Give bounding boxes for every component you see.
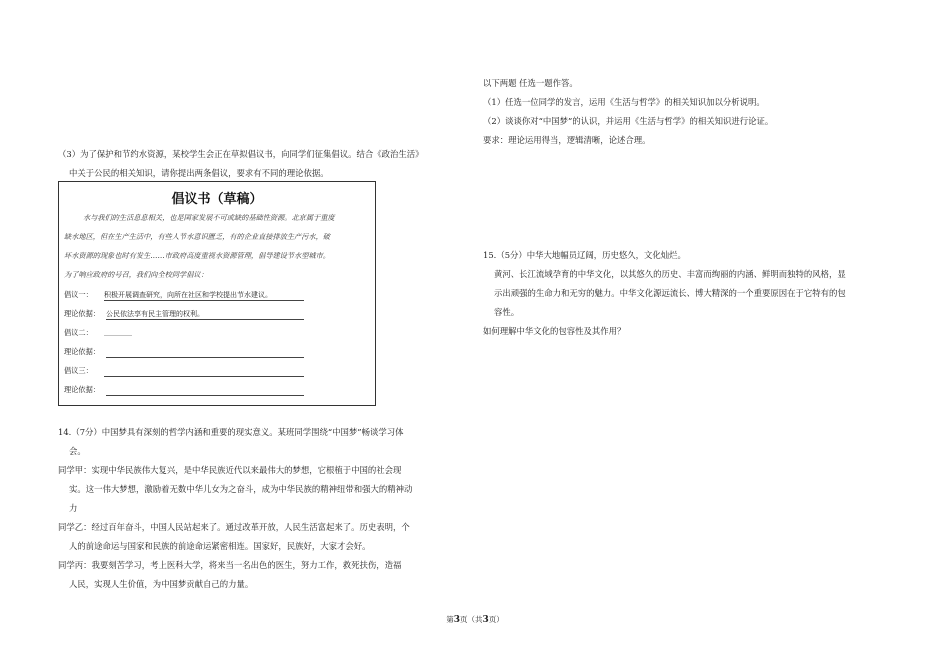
proposal-row-3-label: 倡议二：: [64, 328, 93, 337]
proposal-row-4-label: 理论依据：: [64, 347, 100, 356]
q14-line2: 会。: [69, 446, 86, 456]
q14-student-a-2: 实。这一伟大梦想，激励着无数中华儿女为之奋斗，成为中华民族的精神纽带和强大的精神动: [69, 484, 413, 494]
q14-student-a-3: 力: [69, 503, 78, 513]
q15-line1: 15.（5分）中华大地幅员辽阔，历史悠久，文化灿烂。: [483, 250, 686, 260]
q13-3-line1: （3）为了保护和节约水资源，某校学生会正在草拟倡议书，向同学们征集倡议。结合《政治生活》: [58, 149, 424, 159]
option-1: （1）任选一位同学的发言，运用《生活与哲学》的相关知识加以分析说明。: [483, 97, 765, 107]
proposal-row-6: [64, 385, 100, 395]
q14-student-b-2: 人的前途命运与国家和民族的前途命运紧密相连。国家好，民族好，大家才会好。: [69, 541, 371, 551]
proposal-draft-box: [58, 181, 376, 406]
q14-line1: 14.（7分）中国梦具有深刻的哲学内涵和重要的现实意义。某班同学围绕“中国梦”畅谈学习体: [58, 427, 404, 437]
choose-one-instruction: 以下两题 任选一题作答。: [483, 78, 578, 88]
q15-line2: 黄河、长江流域孕育的中华文化，以其悠久的历史、丰富而绚丽的内涵、鲜明而独特的风格，显: [494, 269, 846, 279]
footer-page-number: 3: [453, 615, 460, 625]
q14-student-c-2: 人民，实现人生价值，为中国梦贡献自己的力量。: [69, 579, 254, 589]
proposal-title: 倡议书（草稿）: [171, 192, 263, 207]
proposal-row-1: [64, 290, 272, 300]
proposal-row-1-label: 倡议一：: [64, 290, 93, 299]
proposal-body-4: 为了响应政府的号召，我们向全校同学倡议：: [64, 270, 208, 279]
proposal-row-2-field: 公民依法享有民主管理的权利。: [106, 309, 304, 320]
proposal-row-5-label: 倡议三：: [64, 366, 93, 375]
q14-student-b-1: 同学乙：经过百年奋斗，中国人民站起来了。通过改革开放，人民生活富起来了。历史表明，个: [58, 522, 410, 532]
proposal-body-1: 水与我们的生活息息相关，也是国家发展不可或缺的基础性资源。北京属于重度: [83, 213, 335, 222]
q14-student-c-1: 同学丙：我要刻苦学习，考上医科大学，将来当一名出色的医生，努力工作，救死扶伤，造福: [58, 560, 402, 570]
proposal-row-6-label: 理论依据：: [64, 385, 100, 394]
q15-line5: 如何理解中华文化的包容性及其作用？: [483, 326, 626, 336]
requirement: 要求：理论运用得当，逻辑清晰，论述合理。: [483, 135, 651, 145]
question-14: [58, 423, 476, 594]
q14-student-a-1: 同学甲：实现中华民族伟大复兴，是中华民族近代以来最伟大的梦想，它根植于中国的社会现: [58, 465, 402, 475]
left-column: [58, 145, 476, 183]
footer-suffix: 页）: [488, 615, 504, 624]
footer-prefix: 第: [446, 615, 454, 624]
question-15: [483, 246, 893, 341]
proposal-row-6-field: [106, 385, 304, 396]
footer-mid: 页（共: [460, 615, 483, 624]
proposal-body-2: 缺水地区，但在生产生活中，有些人节水意识匮乏，有的企业直接排放生产污水，破: [64, 232, 330, 241]
proposal-row-4-field: [106, 347, 304, 358]
proposal-row-3-field: ＿＿＿＿: [104, 329, 132, 337]
proposal-row-4: [64, 347, 100, 357]
proposal-row-3: [64, 328, 132, 338]
proposal-row-1-field: 积极开展调查研究，向所在社区和学校提出节水建议。: [104, 290, 304, 301]
footer-total-pages: 3: [482, 615, 489, 625]
option-2: （2）谈谈你对“中国梦”的认识，并运用《生活与哲学》的相关知识进行论证。: [483, 116, 774, 126]
q15-line4: 容性。: [494, 307, 520, 317]
q13-3-line2: 中关于公民的相关知识，请你提出两条倡议，要求有不同的理论依据。: [69, 168, 329, 178]
proposal-row-5: [64, 366, 93, 376]
proposal-body-3: 坏水资源的现象也时有发生……市政府高度重视水资源管理，倡导建设节水型城市。: [64, 251, 330, 260]
proposal-row-2: [64, 309, 204, 319]
page-footer: [0, 614, 950, 625]
right-column: [483, 74, 893, 150]
q15-line3: 示出顽强的生命力和无穷的魅力。中华文化源远流长、博大精深的一个重要原因在于它特有的包: [494, 288, 846, 298]
proposal-row-5-field: [104, 366, 304, 377]
proposal-row-2-label: 理论依据：: [64, 309, 100, 318]
